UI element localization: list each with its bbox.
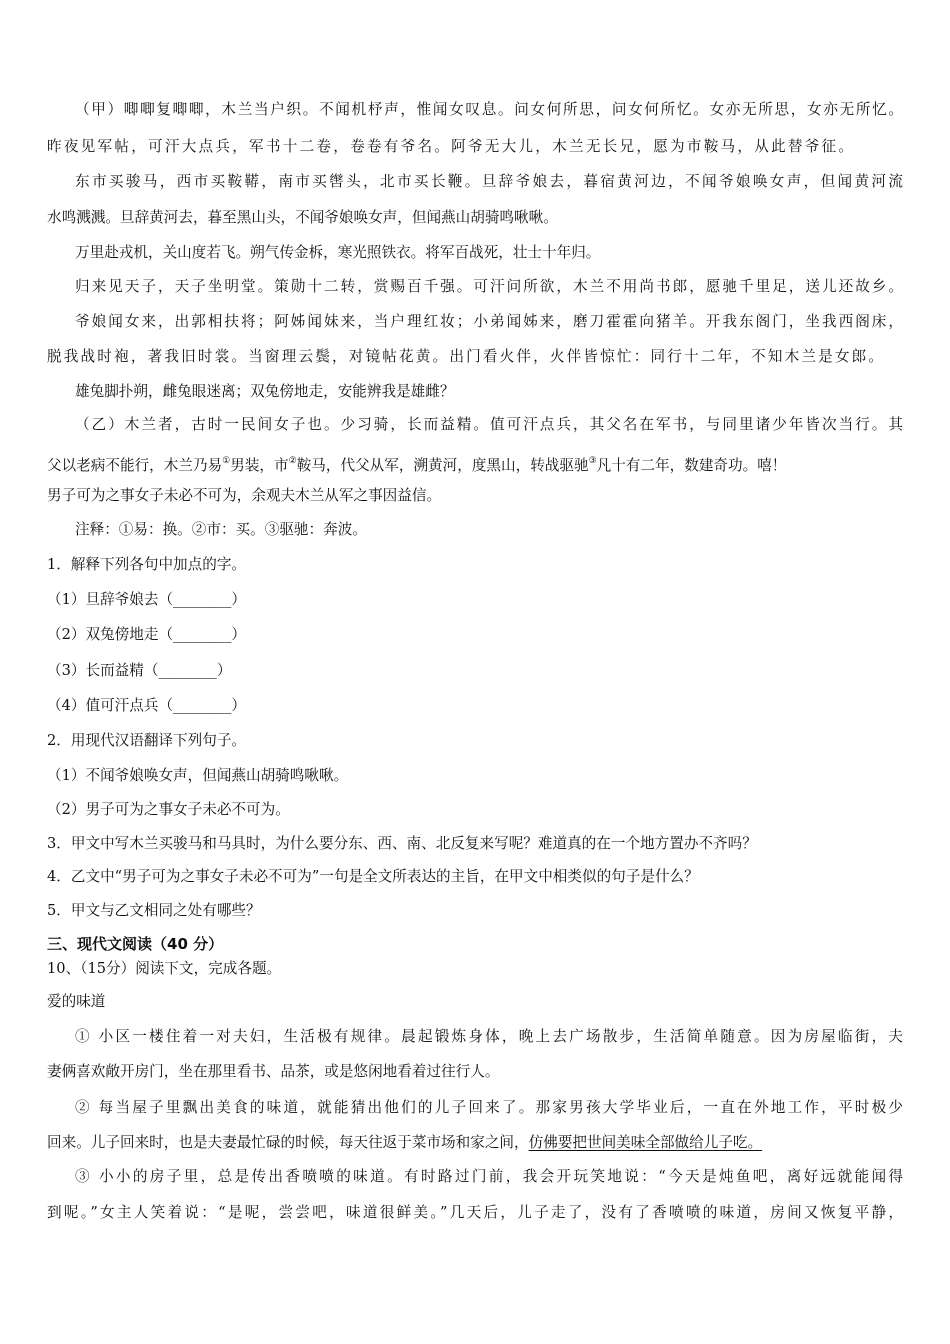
question-3: 3．甲文中写木兰买骏马和马具时，为什么要分东、西、南、北反复来写呢？难道真的在一个地方置办不齐吗？	[47, 835, 757, 852]
question-1: 1．解释下列各句中加点的字。	[47, 556, 247, 573]
article-title: 爱的味道	[47, 993, 106, 1010]
passage-jia-line-2: 昨夜见军帖，可汗大点兵，军书十二卷，卷卷有爷名。阿爷无大儿，木兰无长兄，愿为市鞍马，从此替爷征。	[47, 138, 853, 155]
passage-yi-line-3: 男子可为之事女子未必不可为，余观夫木兰从军之事因益信。	[47, 487, 442, 504]
footnote-marker-2: ②	[288, 456, 297, 466]
footnote: 注释：①易：换。②市：买。③驱驰：奔波。	[75, 521, 367, 538]
question-2-item-1: （1）不闻爷娘唤女声，但闻燕山胡骑鸣啾啾。	[47, 767, 349, 784]
yi-text-a: 父以老病不能行，木兰乃易	[47, 457, 223, 474]
passage-jia-line-7: 爷娘闻女来，出郭相扶将；阿姊闻妹来，当户理红妆；小弟闻姊来，磨刀霍霍向猪羊。开我东阁门，坐我西阁床，	[75, 313, 903, 330]
question-1-item-4: （4）值可汗点兵（________）	[47, 697, 247, 714]
question-1-item-1: （1）旦辞爷娘去（________）	[47, 591, 247, 608]
footnote-marker-1: ①	[222, 456, 231, 466]
passage-jia-line-5: 万里赴戎机，关山度若飞。朔气传金柝，寒光照铁衣。将军百战死，壮士十年归。	[75, 244, 601, 261]
question-4: 4．乙文中“男子可为之事女子未必不可为”一句是全文所表达的主旨，在甲文中相类似的句子是什么？	[47, 868, 699, 885]
article-p1-line-1: ① 小区一楼住着一对夫妇，生活极有规律。晨起锻炼身体，晚上去广场散步，生活简单随意。因为房屋临街，夫	[75, 1028, 903, 1045]
question-10: 10、（15分）阅读下文，完成各题。	[47, 960, 282, 977]
passage-jia-line-9: 雄兔脚扑朔，雌兔眼迷离；双兔傍地走，安能辨我是雄雌？	[75, 383, 455, 400]
passage-jia-line-1: （甲）唧唧复唧唧，木兰当户织。不闻机杼声，惟闻女叹息。问女何所思，问女何所忆。女亦无所思，女亦无所忆。	[75, 101, 903, 118]
passage-jia-line-3: 东市买骏马，西市买鞍鞯，南市买辔头，北市买长鞭。旦辞爷娘去，暮宿黄河边，不闻爷娘唤女声，但闻黄河流	[75, 173, 903, 190]
footnote-marker-3: ③	[588, 456, 597, 466]
article-p2-line-1: ② 每当屋子里飘出美食的味道，就能猜出他们的儿子回来了。那家男孩大学毕业后，一直在外地工作，平时极少	[75, 1099, 903, 1116]
question-2: 2．用现代汉语翻译下列句子。	[47, 732, 247, 749]
article-p1-line-2: 妻俩喜欢敞开房门，坐在那里看书、品茶，或是悠闲地看着过往行人。	[47, 1063, 500, 1080]
passage-yi-line-2	[47, 451, 927, 476]
passage-jia-line-4: 水鸣溅溅。旦辞黄河去，暮至黑山头，不闻爷娘唤女声，但闻燕山胡骑鸣啾啾。	[47, 209, 558, 226]
question-2-item-2: （2）男子可为之事女子未必不可为。	[47, 801, 290, 818]
article-p3-line-2: 到呢。”女主人笑着说：“是呢，尝尝吧，味道很鲜美。”几天后，儿子走了，没有了香喷喷的味道，房间又恢复平静，	[47, 1204, 903, 1221]
question-1-item-3: （3）长而益精（________）	[47, 662, 232, 679]
yi-text-d: 凡十有二年，数建奇功。嘻！	[596, 457, 787, 474]
article-p2-text: 回来。儿子回来时，也是夫妻最忙碌的时候，每天往返于菜市场和家之间，	[47, 1134, 529, 1151]
underlined-sentence: 仿佛要把世间美味全部做给儿子吃。	[528, 1134, 763, 1151]
passage-yi-line-1: （乙）木兰者，古时一民间女子也。少习骑，长而益精。值可汗点兵，其父名在军书，与同里诸少年皆次当行。其	[75, 416, 903, 433]
yi-text-c: 鞍马，代父从军，溯黄河，度黑山，转战驱驰	[296, 457, 589, 474]
question-1-item-2: （2）双兔傍地走（________）	[47, 626, 247, 643]
article-p3-line-1: ③ 小小的房子里，总是传出香喷喷的味道。有时路过门前，我会开玩笑地说：“今天是炖鱼吧，离好远就能闻得	[75, 1168, 903, 1185]
passage-jia-line-6: 归来见天子，天子坐明堂。策勋十二转，赏赐百千强。可汗问所欲，木兰不用尚书郎，愿驰千里足，送儿还故乡。	[75, 278, 903, 295]
passage-jia-line-8: 脱我战时袍，著我旧时裳。当窗理云鬓，对镜帖花黄。出门看火伴，火伴皆惊忙：同行十二年，不知木兰是女郎。	[47, 348, 883, 365]
article-p2-line-2	[47, 1133, 927, 1153]
section-heading: 三、现代文阅读（40 分）	[47, 935, 224, 953]
question-5: 5．甲文与乙文相同之处有哪些？	[47, 902, 261, 919]
yi-text-b: 男装，市	[230, 457, 289, 474]
